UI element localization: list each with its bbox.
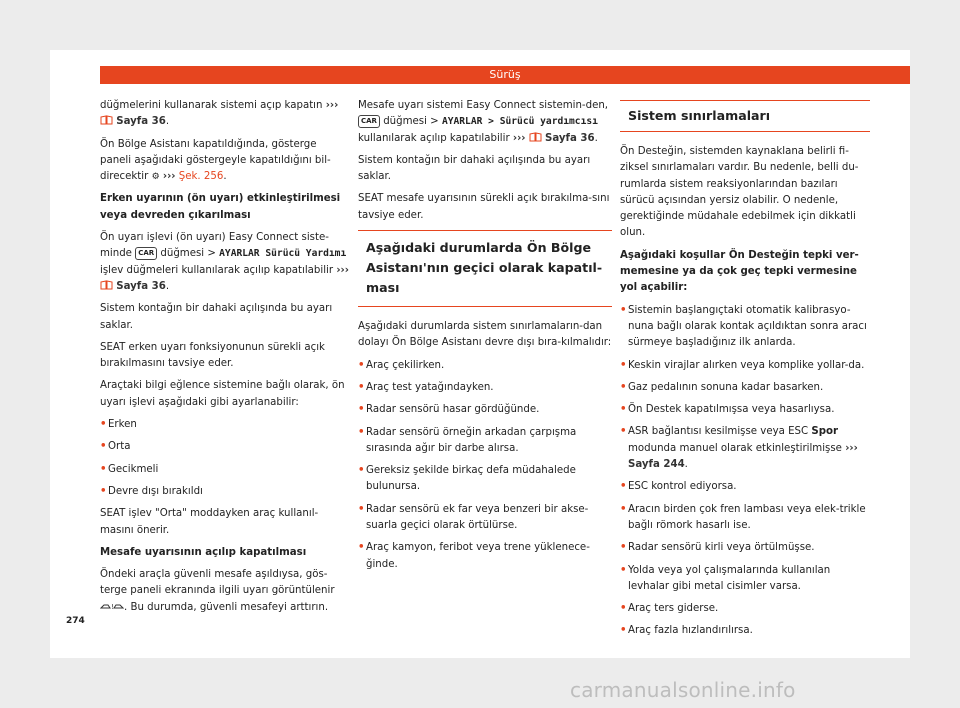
list-item: • Ön Destek kapatılmışsa veya hasarlıysa. <box>620 402 870 418</box>
list-item: • Keskin virajlar alırken veya komplike yollar-da. <box>620 358 870 374</box>
text: modunda manuel olarak etkinleştirilmişse <box>628 442 842 454</box>
text: Öndeki araçla güvenli mesafe aşıldıysa, gös-terge paneli ekranında ilgili uyarı görüntülenir <box>100 569 335 597</box>
paragraph: Sistem kontağın bir dahaki açılışında bu ayarı saklar. <box>100 303 333 331</box>
list-item: • Araç fazla hızlandırılırsa. <box>620 623 870 639</box>
list-item: • Gaz pedalının sonuna kadar basarken. <box>620 380 870 396</box>
list-item: • Devre dışı bırakıldı <box>100 484 350 500</box>
car-button-icon: CAR <box>358 115 380 128</box>
paragraph: Ön Bölge Asistanı kapatıldığında, gösterge paneli aşağıdaki göstergeyle kapatıldığını bil-direcektir ⚙ ››› Şek. 256. <box>100 138 331 183</box>
list-item: • Orta <box>100 439 350 455</box>
paragraph: Ön Desteğin, sistemden kaynaklana belirli fi-ziksel sınırlamaları vardır. Bu nedenle, belli du-rumlarda sistem reaksiyonlarından bazıları sürücü açısından yersiz olabilir. O nedenle, gerektiğinde müdahale edebilmek için dikkatli olun. <box>620 146 859 239</box>
subheading: Erken uyarının (ön uyarı) etkinleştirilmesi veya devreden çıkarılması <box>100 193 341 221</box>
page-number: 274 <box>66 616 85 626</box>
list-item: • Gecikmeli <box>100 462 350 478</box>
front-assist-icon: ⚙ <box>151 172 160 183</box>
limitations-list <box>620 303 870 640</box>
text: Mesafe uyarı sistemi Easy Connect sistemin-den, <box>358 100 609 111</box>
list-item: • ESC kontrol ediyorsa. <box>620 479 870 495</box>
ref-arrows: ››› <box>325 100 339 111</box>
list-item: • Radar sensörü kirli veya örtülmüşse. <box>620 540 870 556</box>
ref-arrows: ››› <box>336 264 349 276</box>
text: Ön Bölge Asistanı kapatıldığında, gösterge paneli aşağıdaki göstergeyle kapatıldığını bil-direcektir <box>100 138 331 183</box>
book-icon <box>100 115 113 125</box>
list-item: • Araç kamyon, feribot veya trene yüklenece-ğinde. <box>358 540 612 573</box>
column-middle <box>358 98 612 579</box>
manual-page <box>50 50 910 658</box>
paragraph: SEAT mesafe uyarısının sürekli açık bırakılma-sını tavsiye eder. <box>358 193 610 221</box>
list-item: • ASR bağlantısı kesilmişse veya ESC Spor modunda manuel olarak etkinleştirilmişse ››› Sayfa 244. <box>620 424 870 473</box>
mode-name: Spor <box>811 426 839 438</box>
paragraph: Sistem kontağın bir dahaki açılışında bu ayarı saklar. <box>358 154 591 183</box>
text: işlev düğmeleri kullanılarak açılıp kapatılabilir <box>100 264 334 276</box>
text: düğmesi > <box>383 116 439 128</box>
list-item: • Araç çekilirken. <box>358 358 612 374</box>
svg-text:!: ! <box>111 602 114 610</box>
subheading: Aşağıdaki koşullar Ön Desteğin tepki ver-memesine ya da çok geç tepki vermesine yol açabilir: <box>620 249 859 294</box>
paragraph: SEAT işlev "Orta" moddayken araç kullanıl-masını önerir. <box>100 508 319 536</box>
paragraph <box>100 567 350 616</box>
deactivation-list <box>358 358 612 573</box>
list-item: • Gereksiz şekilde birkaç defa müdahalede bulunursa. <box>358 463 612 496</box>
paragraph: Mesafe uyarı sistemi Easy Connect sistemin-den, CAR düğmesi > AYARLAR > Sürücü yardımcısı kullanılarak açılıp kapatılabilir ››› Sayfa 36. <box>358 100 609 144</box>
page-link[interactable]: Sayfa 36 <box>116 116 166 128</box>
book-icon <box>529 132 542 142</box>
ref-arrows: ››› <box>162 171 176 183</box>
figure-link[interactable]: Şek. 256 <box>178 171 224 183</box>
paragraph: düğmelerini kullanarak sistemi açıp kapatın ››› Sayfa 36. <box>100 100 339 128</box>
book-icon <box>100 280 113 290</box>
text: kullanılarak açılıp kapatılabilir <box>358 132 510 144</box>
text: ASR bağlantısı kesilmişse veya ESC <box>628 426 809 438</box>
list-item: • Erken <box>100 417 350 433</box>
menu-path: AYARLAR > Sürücü yardımcısı <box>441 116 598 128</box>
chapter-header: Sürüş <box>100 66 910 84</box>
column-right <box>620 98 870 646</box>
subheading: Mesafe uyarısının açılıp kapatılması <box>100 546 307 558</box>
list-item: • Aracın birden çok fren lambası veya elek-trikle bağlı römork hasarlı ise. <box>620 502 870 535</box>
paragraph: Aşağıdaki durumlarda sistem sınırlamaların-dan dolayı Ön Bölge Asistanı devre dışı bıra-kılmalıdır: <box>358 321 612 349</box>
page-link[interactable]: Sayfa 36 <box>116 280 166 292</box>
list-item: • Araç ters giderse. <box>620 601 870 617</box>
section-heading: Sistem sınırlamaları <box>620 100 870 132</box>
text: düğmelerini kullanarak sistemi açıp kapatın <box>100 100 323 111</box>
paragraph: Araçtaki bilgi eğlence sistemine bağlı olarak, ön uyarı işlevi aşağıdaki gibi ayarlanabilir: <box>100 380 345 408</box>
section-heading: Aşağıdaki durumlarda Ön Bölge Asistanı'nın geçici olarak kapatıl-ması <box>358 230 612 307</box>
list-item: • Araç test yatağındayken. <box>358 380 612 396</box>
text: . Bu durumda, güvenli mesafeyi arttırın. <box>124 601 329 613</box>
list-item: • Radar sensörü örneğin arkadan çarpışma sırasında ağır bir darbe alırsa. <box>358 425 612 458</box>
column-left <box>100 98 350 622</box>
page-link[interactable]: Sayfa 36 <box>545 132 595 144</box>
paragraph: Ön uyarı işlevi (ön uyarı) Easy Connect siste-minde CAR düğmesi > AYARLAR Sürücü Yardımı işlev düğmeleri kullanılarak açılıp kapatılabilir ››› Sayfa 36. <box>100 232 349 292</box>
menu-path: AYARLAR Sürücü Yardımı <box>219 248 347 260</box>
list-item: • Radar sensörü hasar gördüğünde. <box>358 402 612 418</box>
list-item: • Yolda veya yol çalışmalarında kullanılan levhalar gibi metal cisimler varsa. <box>620 563 870 596</box>
warning-mode-list <box>100 417 350 500</box>
watermark: carmanualsonline.info <box>570 678 796 702</box>
text: Ön uyarı işlevi (ön uyarı) Easy Connect siste-minde <box>100 232 329 260</box>
distance-warning-icon <box>100 602 124 613</box>
list-item: • Radar sensörü ek far veya benzeri bir akse-suarla geçici olarak örtülürse. <box>358 502 612 535</box>
paragraph: SEAT erken uyarı fonksiyonunun sürekli açık bırakılmasını tavsiye eder. <box>100 341 325 370</box>
text: düğmesi > <box>160 248 216 260</box>
list-item: • Sistemin başlangıçtaki otomatik kalibrasyo-nuna bağlı olarak kontak açıldıktan sonra aracı sürmeye başladığınız ilk anlarda. <box>620 303 870 352</box>
car-button-icon: CAR <box>135 247 157 260</box>
ref-arrows: ››› <box>512 132 526 144</box>
page-link[interactable]: ››› Sayfa 244 <box>628 442 858 471</box>
